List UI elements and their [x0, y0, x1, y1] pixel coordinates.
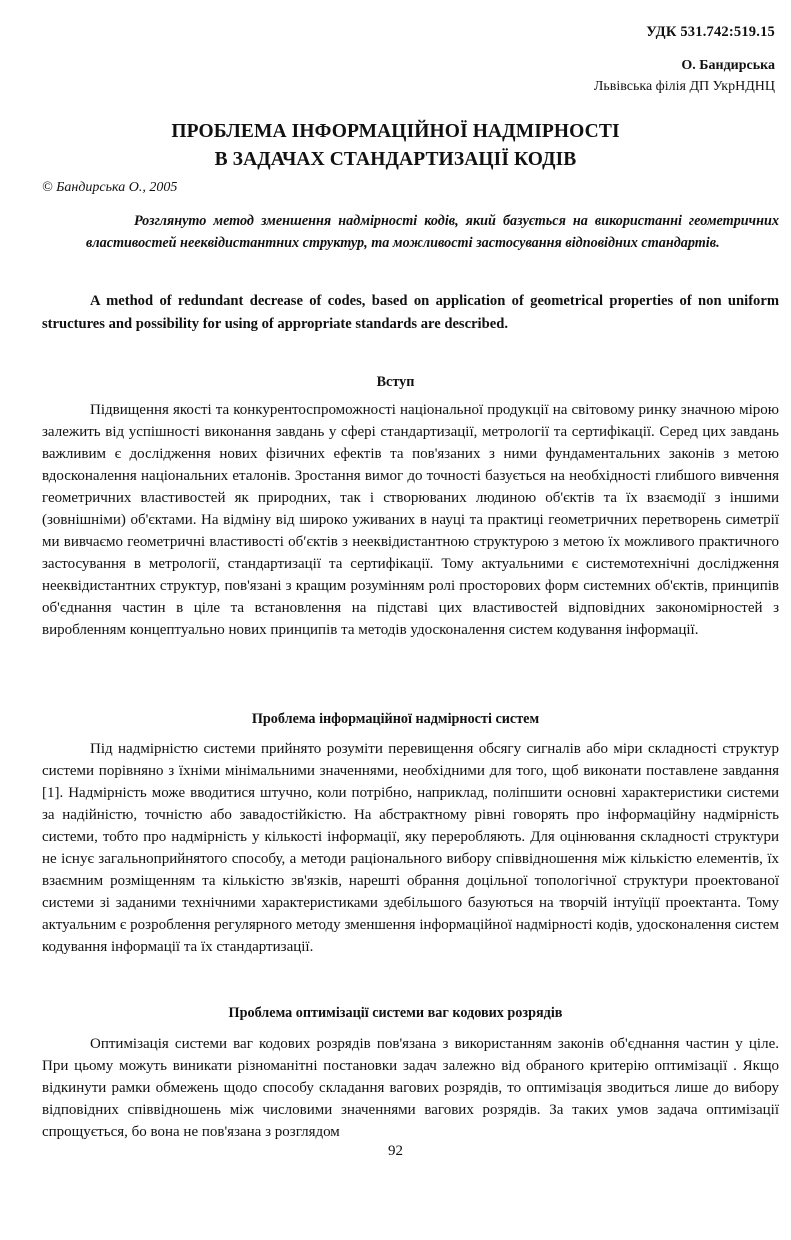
paper-title	[0, 118, 791, 174]
udc-code: УДК 531.742:519.15	[646, 24, 775, 40]
section-text-intro: Підвищення якості та конкурентоспроможності національної продукції на світовому ринку значною мірою залежить від успішності виконання завдань у сфері стандартизації, метрології та сертифікації. Серед цих завдань важливим є дослідження нових фізичних ефектів та пов'язаних з ними фундаментальних законів з метою вдосконалення національних еталонів. Зростання вимог до точності базується на необхідності глибшого вивчення геометричних властивостей як природних, так і створюваних людиною об'єктів та їх взаємодії з іншими (зовнішніми) об'єктами. На відміну від широко уживаних в науці та практиці геометричних перетворень симетрії ми вивчаємо геометричні властивості об′єктів з нееквідистантною структурою з метою їх можливого практичного застосування в метрології, стандартизації та сертифікації. Тому актуальними є системотехнічні дослідження нееквідистантних структур, пов'язані з кращим розумінням ролі просторових форм системних об'єктів, принципів об'єднання частин в ціле та встановлення на підставі цих властивостей відповідних закономірностей з виробленням концептуально нових принципів та методів удосконалення систем кодування інформації.	[42, 402, 779, 638]
section-heading-optimization: Проблема оптимізації системи ваг кодових розрядів	[228, 1005, 563, 1021]
section-text-redundancy: Під надмірністю системи прийнято розуміти перевищення обсягу сигналів або міри складності структур системи порівняно з їхніми мінімальними значеннями, необхідними для того, щоб виконати поставлене завдання [1]. Надмірність може вводитися штучно, коли потрібно, наприклад, поліпшити основні характеристики системи за надійністю, точністю або завадостійкістю. На абстрактному рівні говорять про інформаційну надмірність системи, тобто про надмірність у кількості інформації, яку переробляють. Для оцінювання складності структури не існує загальноприйнятого способу, а методи раціонального вибору співвідношення між кількістю елементів, їх взаємним розміщенням та кількістю зв'язків, нарешті обрання доцільної топологічної структури проектованої системи зі заданими технічними характеристиками здебільшого базуються на творчій інтуїції проектанта. Тому актуальним є розроблення регулярного методу зменшення інформаційної надмірності кодів, удосконалення систем кодування інформації та їх стандартизації.	[42, 741, 779, 955]
copyright-notice: © Бандирська О., 2005	[42, 180, 178, 195]
abstract-ukrainian: Розглянуто метод зменшення надмірності кодів, який базується на використанні геометричних властивостей нееквідистантних структур, та можливості застосування відповідних стандартів.	[86, 213, 779, 251]
section-text-optimization: Оптимізація системи ваг кодових розрядів пов'язана з використанням законів об'єднання частин у ціле. При цьому можуть виникати різноманітні постановки задач залежно від обраного критерію оптимізації . Якщо відкинути рамки обмежень щодо способу складання вагових розрядів, то оптимізація зводиться лише до вибору відповідних співвідношень між числовими значеннями вагових розрядів. За таких умов задача оптимізації спрощується, бо вона не пов'язана з розглядом	[42, 1036, 779, 1140]
title-line-1: ПРОБЛЕМА ІНФОРМАЦІЙНОЇ НАДМІРНОСТІ	[171, 121, 620, 142]
title-line-2: В ЗАДАЧАХ СТАНДАРТИЗАЦІЇ КОДІВ	[214, 149, 577, 170]
section-heading-redundancy: Проблема інформаційної надмірності систем	[251, 711, 540, 727]
section-heading-intro: Вступ	[376, 374, 415, 390]
abstract-english: A method of redundant decrease of codes, based on application of geometrical properties of non uniform structures and possibility for using of appropriate standards are described.	[42, 293, 779, 332]
author-affiliation: Львівська філія ДП УкрНДНЦ	[593, 79, 775, 94]
page-number: 92	[388, 1143, 403, 1159]
author-name: О. Бандирська	[681, 58, 775, 73]
